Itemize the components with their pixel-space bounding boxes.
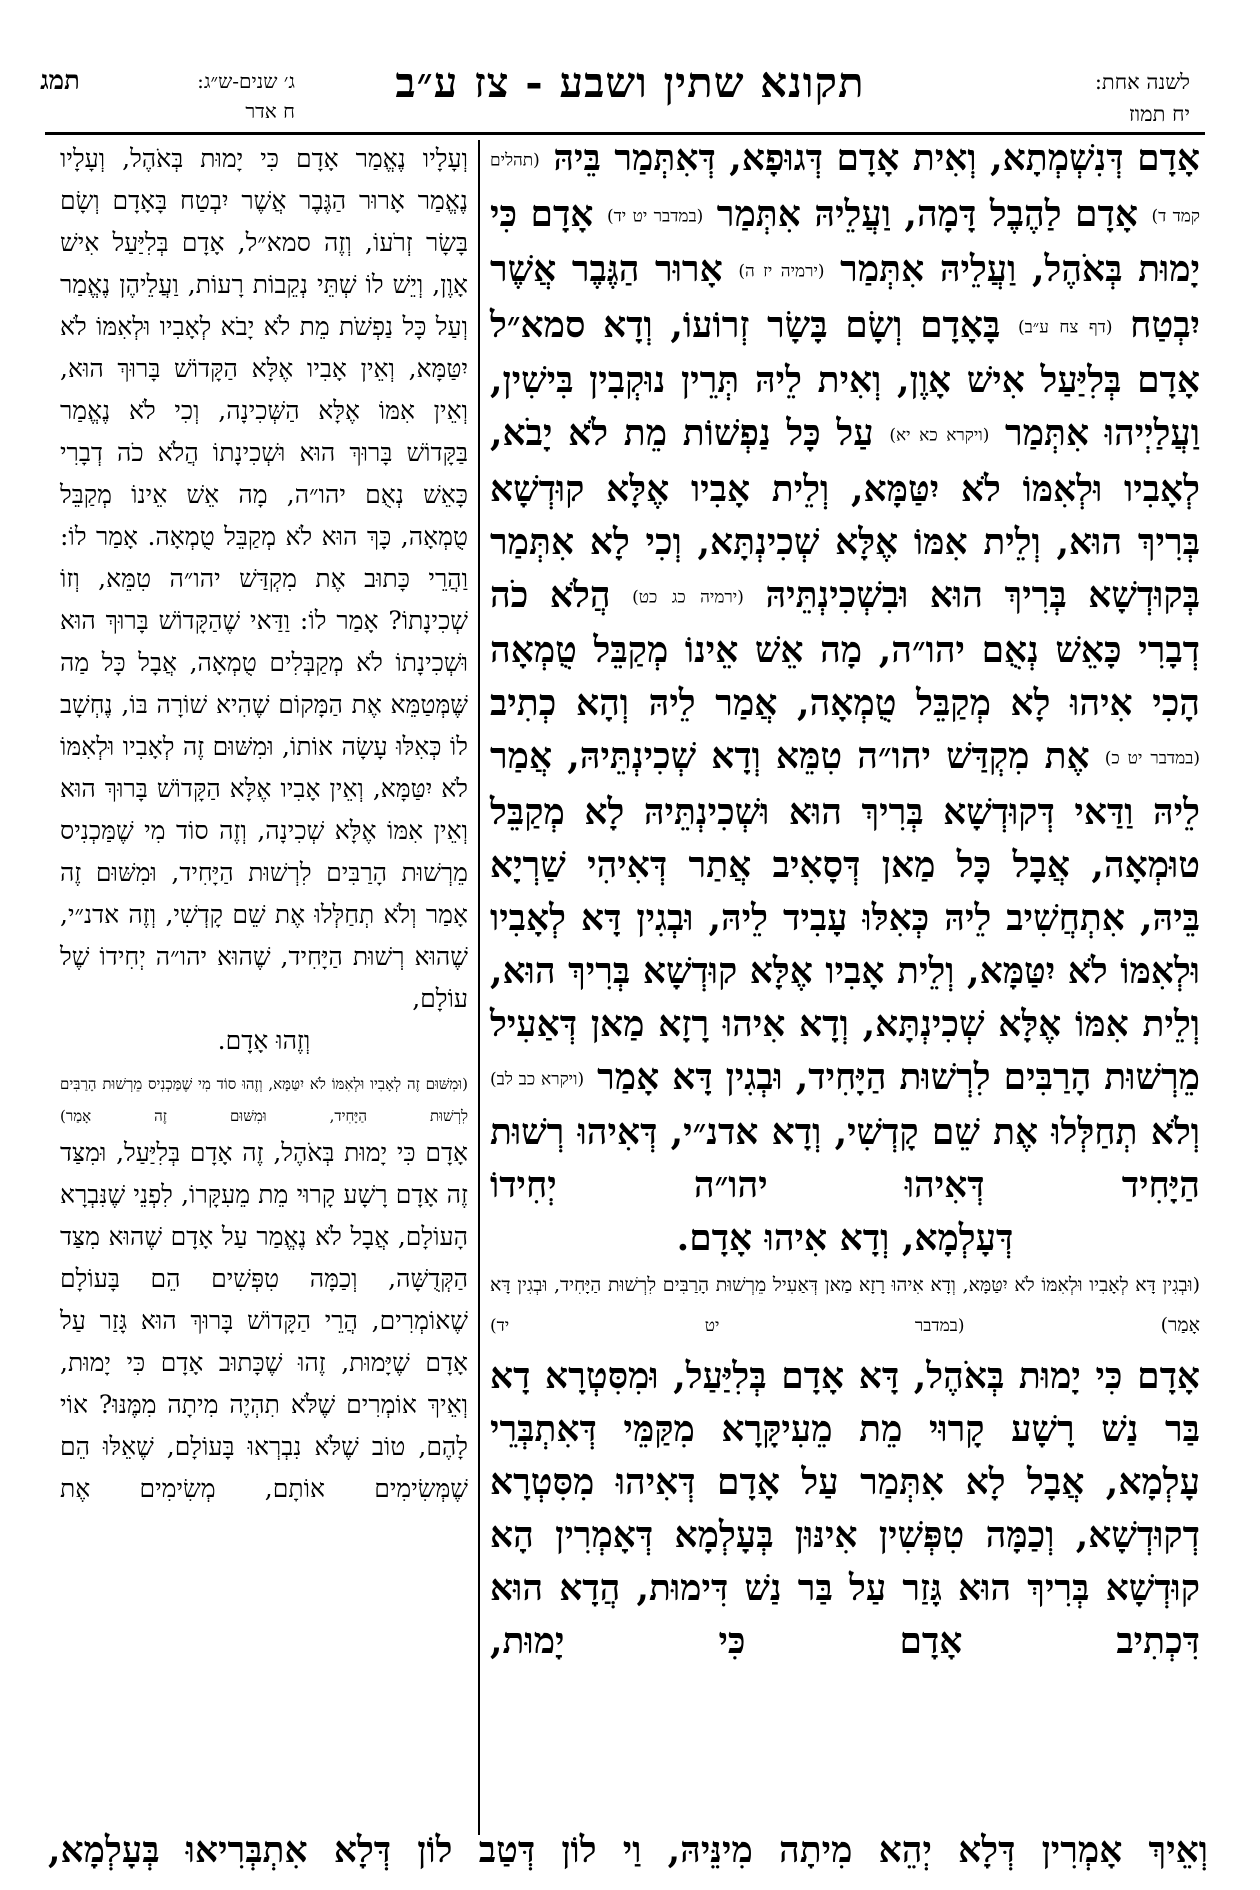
source-ref: (תהלים קמד ד) xyxy=(490,150,1200,226)
source-ref: (דף צח ע״ב) xyxy=(1017,317,1113,337)
main-note xyxy=(490,1265,1200,1346)
header-left-line1: ג׳ שנים-ש״ג: xyxy=(197,69,295,93)
main-text: אֶת מִקְדַּשׁ יהו״ה טִמֵּא וְדָא שְׁכִינְתֵּיהּ, אֲמַר לֵיהּ וַדַּאי דְּקוּדְשָׁא בְּרִיךְ הוּא וּשְׁכִינְתֵּיהּ לָא מְקַבֵּל טוּמְאָה, אֲבָל כָּל מַאן דְּסָאִיב אֲתַר דְּאִיהִי שַׁרְיָא בֵּיהּ, אִתְחֲשִׁיב לֵיהּ כְּאִלּוּ עָבִיד לֵיהּ, וּבְגִין דָּא לְאָבִיו וּלְאִמּוֹ לֹא יִטַּמָּא, וְלֵית אָבִיו אֶלָּא קוּדְשָׁא בְּרִיךְ הוּא, וְלֵית אִמּוֹ אֶלָּא שְׁכִינְתָּא, וְדָא אִיהוּ רָזָא מַאן דְּאַעִיל מֵרְשׁוּת הָרַבִּים לִרְשׁוּת הַיָּחִיד, וּבְגִין דָּא אָמַר xyxy=(490,735,1200,1098)
commentary-column xyxy=(60,138,468,1510)
header-right-line1: לשנה אחת: xyxy=(1094,70,1190,94)
commentary-paragraph-1: וְעָלָיו נֶאֱמַר אָדָם כִּי יָמוּת בְּאֹהֶל, וְעָלָיו נֶאֱמַר אָרוּר הַגֶּבֶר אֲשֶׁר יִבְטַח בָּאָדָם וְשָׂם בָּשָׂר זְרֹעוֹ, וְזֶה סמא״ל, אָדָם בְּלִיַּעַל אִישׁ אָוֶן, וְיֵשׁ לוֹ שְׁתֵּי נְקֵבוֹת רָעוֹת, וַעֲלֵיהֶן נֶאֱמַר וְעַל כָּל נַפְשֹׁת מֵת לֹא יָבֹא לְאָבִיו וּלְאִמּוֹ לֹא יִטַּמָּא, וְאֵין אָבִיו אֶלָּא הַקָּדוֹשׁ בָּרוּךְ הוּא, וְאֵין אִמּוֹ אֶלָּא הַשְּׁכִינָה, וְכִי לֹא נֶאֱמַר בַּקָּדוֹשׁ בָּרוּךְ הוּא וּשְׁכִינָתוֹ הֲלֹא כֹה דְבָרִי כָּאֵשׁ נְאֻם יהו״ה, מָה אֵשׁ אֵינוֹ מְקַבֵּל טֻמְאָה, כָּךְ הוּא לֹא מְקַבֵּל טֻמְאָה. אָמַר לוֹ: וַהֲרֵי כָּתוּב אֶת מִקְדַּשׁ יהו״ה טִמֵּא, וְזוֹ שְׁכִינָתוֹ? אָמַר לוֹ: וַדַּאי שֶׁהַקָּדוֹשׁ בָּרוּךְ הוּא וּשְׁכִינָתוֹ לֹא מְקַבְּלִים טֻמְאָה, אֲבָל כָּל מַה שֶּׁמְּטַמֵּא אֶת הַמָּקוֹם שֶׁהִיא שׁוֹרָה בּוֹ, נֶחְשָׁב לוֹ כְּאִלּוּ עָשָׂה אוֹתוֹ, וּמִשּׁוּם זֶה לְאָבִיו וּלְאִמּוֹ לֹא יִטַּמָּא, וְאֵין אָבִיו אֶלָּא הַקָּדוֹשׁ בָּרוּךְ הוּא וְאֵין אִמּוֹ אֶלָּא שְׁכִינָה, וְזֶה סוֹד מִי שֶׁמַּכְנִיס מֵרְשׁוּת הָרַבִּים לִרְשׁוּת הַיָּחִיד, וּמִשּׁוּם זֶה אָמַר וְלֹא תְחַלְּלוּ אֶת שֵׁם קָדְשִׁי, וְזֶה אדנ״י, שֶׁהוּא רְשׁוּת הַיָּחִיד, שֶׁהוּא יהו״ה יְחִידוֹ שֶׁל עוֹלָם, xyxy=(60,144,468,1013)
note-text: (וּבְגִין דָּא לְאָבִיו וּלְאִמּוֹ לֹא יִטַּמָּא, וְדָא אִיהוּ רָזָא מַאן דְּאַעִיל מֵרְשׁוּת הָרַבִּים לִרְשׁוּת הַיָּחִיד, וּבְגִין דָּא אָמַר) xyxy=(490,1274,1200,1336)
main-text: הֲלֹא כֹה דְבָרִי כָּאֵשׁ נְאֻם יהו״ה, מָה אֵשׁ אֵינוֹ מְקַבֵּל טֻמְאָה הָכִי אִיהוּ לָא מְקַבֵּל טֻמְאָה, אֲמַר לֵיהּ וְהָא כְתִיב xyxy=(490,573,1200,724)
header-left-info xyxy=(95,66,295,126)
source-ref: (במדבר יט כ) xyxy=(1104,748,1200,769)
main-text: אָדָם לַהֶבֶל דָּמָה, וַעֲלֵיהּ אִתְּמַר xyxy=(716,192,1138,235)
source-ref: (במדבר יט יד) xyxy=(606,206,704,226)
bottom-line: וְאֵיךְ אָמְרִין דְּלָא יְהֵא מִיתָה מִינֵּיהּ, וַי לוֹן דְּטַב לוֹן דְּלָא אִתְבְּרִיאוּ בְּעָלְמָא, xyxy=(48,1829,1208,1871)
main-text: בָּאָדָם וְשָׂם בָּשָׂר זְרוֹעוֹ, וְדָא סמא״ל אָדָם בְּלִיַּעַל אִישׁ אָוֶן, וְאִית לֵיהּ תְּרֵין נוּקְבִין בִּישִׁין, וַעֲלַיְיהוּ אִתְּמַר xyxy=(490,303,1201,454)
page-number: תמג xyxy=(40,66,80,96)
main-paragraph-2: אָדָם כִּי יָמוּת בְּאֹהֶל, דָּא אָדָם בְּלִיַּעַל, וּמִסִּטְרָא דָא בַּר נַשׁ רָשָׁע קָרוּי מֵת מֵעִיקָּרָא מִקַּמֵּי דְּאִתְבְּרֵי עָלְמָא, אֲבָל לָא אִתְּמַר עַל אָדָם דְּאִיהוּ מִסִּטְרָא דְקוּדְשָׁא, וְכַמָּה טִפְּשִׁין אִינּוּן בְּעָלְמָא דְּאָמְרִין הָא קוּדְשָׁא בְּרִיךְ הוּא גָּזַר עַל בַּר נַשׁ דִּימוּת, הֲדָא הוּא דִּכְתִיב אָדָם כִּי יָמוּת, xyxy=(490,1355,1200,1662)
commentary-paragraph-2: אָדָם כִּי יָמוּת בְּאֹהֶל, זֶה אָדָם בְּלִיַּעַל, וּמִצַּד זֶה אָדָם רָשָׁע קָרוּי מֵת מֵעִקָּרוֹ, לִפְנֵי שֶׁנִּבְרָא הָעוֹלָם, אֲבָל לֹא נֶאֱמַר עַל אָדָם שֶׁהוּא מִצַּד הַקְּדֻשָּׁה, וְכַמָּה טִפְּשִׁים הֵם בָּעוֹלָם שֶׁאוֹמְרִים, הֲרֵי הַקָּדוֹשׁ בָּרוּךְ הוּא גָּזַר עַל אָדָם שֶׁיָּמוּת, זֶהוּ שֶׁכָּתוּב אָדָם כִּי יָמוּת, וְאֵיךְ אוֹמְרִים שֶׁלֹּא תִהְיֶה מִיתָה מִמֶּנּוּ? אוֹי לָהֶם, טוֹב שֶׁלֹּא נִבְרְאוּ בָּעוֹלָם, שֶׁאֵלּוּ הֵם שֶׁמְּשִׂימִים אוֹתָם, מְשִׂימִים אֶת xyxy=(60,1138,468,1503)
header-right-info xyxy=(990,66,1190,130)
main-text: אָדָם דְּנִשְׁמְתָא, וְאִית אָדָם דְּגוּפָא, דְּאִתְּמַר בֵּיהּ xyxy=(553,137,1200,179)
header-right-line2: יח תמוז xyxy=(1128,102,1190,126)
main-paragraph-1 xyxy=(490,132,1200,1212)
source-ref: (במדבר יט יד) xyxy=(490,1316,965,1336)
main-text: וְלֹא תְחַלְּלוּ אֶת שֵׁם קָדְשִׁי, וְדָא אדנ״י, דְּאִיהוּ רְשׁוּת הַיָּחִיד דְּאִיהוּ יהו״ה יְחִידוֹ xyxy=(490,1111,1200,1206)
main-text: אָדָם כִּי יָמוּת בְּאֹהֶל, וַעֲלֵיהּ אִתְּמַר xyxy=(490,192,1201,290)
source-ref: (ויקרא כא יא) xyxy=(889,425,990,446)
main-text: עַל כָּל נַפְשׁוֹת מֵת לֹא יָבֹא, לְאָבִיו וּלְאִמּוֹ לֹא יִטַּמָּא, וְלֵית אָבִיו אֶלָּא קוּדְשָׁא בְּרִיךְ הוּא, וְלֵית אִמּוֹ אֶלָּא שְׁכִינְתָּא, וְכִי לָא אִתְּמַר בְּקוּדְשָׁא בְּרִיךְ הוּא וּבִשְׁכִינְתֵּיהּ xyxy=(490,412,1200,616)
main-text-column xyxy=(490,132,1200,1668)
source-ref: (ירמיה כג כט) xyxy=(632,587,744,607)
source-ref: (ירמיה יז ה) xyxy=(738,261,825,282)
main-text: אָרוּר הַגֶּבֶר אֲשֶׁר יִבְטַח xyxy=(490,248,1200,346)
commentary-note: (וּמִשּׁוּם זֶה לְאָבִיו וּלְאִמּוֹ לֹא יִטַּמָּא, וְזֶהוּ סוֹד מִי שֶׁמַּכְנִיס מֵרְשׁוּת הָרַבִּים לִרְשׁוּת הַיָּחִיד, וּמִשּׁוּם זֶה אָמַר) xyxy=(60,1075,468,1125)
main-paragraph-close: דְּעָלְמָא, וְדָא אִיהוּ אָדָם. xyxy=(676,1217,1014,1259)
source-ref: (ויקרא כב לב) xyxy=(490,1069,585,1089)
commentary-paragraph-1-end: וְזֶהוּ אָדָם. xyxy=(217,1026,311,1055)
column-divider xyxy=(478,140,480,1835)
page-title: תקונא שתין ושבע - צז ע״ב xyxy=(395,58,865,107)
header-left-line2: ח אדר xyxy=(245,99,295,123)
